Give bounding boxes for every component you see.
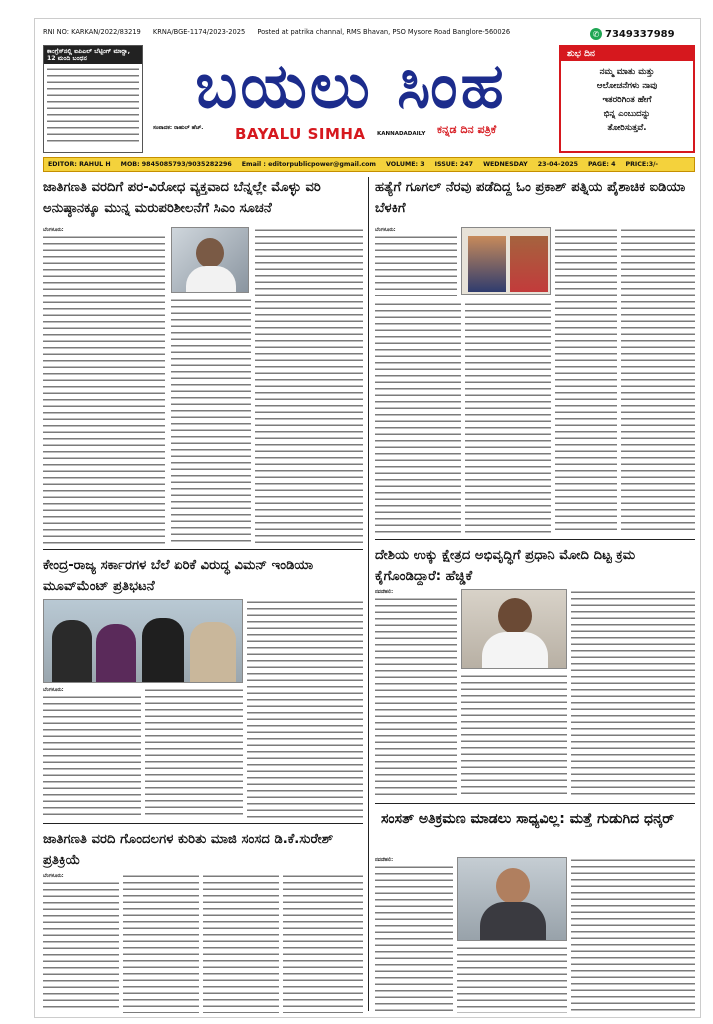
thought-line: ಇತರರಿಗಿಂತ ಹೇಗೆ xyxy=(602,95,652,105)
section-divider xyxy=(375,539,695,540)
article-text xyxy=(203,873,279,1013)
headline: ಕೇಂದ್ರ-ರಾಜ್ಯ ಸರ್ಕಾರಗಳ ಬೆಲೆ ಏರಿಕೆ ವಿರುದ್ಧ ವಿಮನ್ ಇಂಡಿಯಾ ಮೂವ್‌ಮೆಂಟ್ ಪ್ರತಿಭಟನೆ xyxy=(43,558,314,594)
newspaper-page xyxy=(34,18,701,1018)
left-box-heading: ಕಾಂಗ್ರೆಸ್‌ನಲ್ಲಿ ಐಪಿಎಲ್ ಬೆಟ್ಟಿಂಗ್ ಮಾರ್‍ಚಾ, 12 ಮಂದಿ ಬಂಧನ xyxy=(44,46,142,64)
article-text xyxy=(375,301,461,535)
headline: ಸಂಸತ್ ಅತಿಕ್ರಮಣ ಮಾಡಲು ಸಾಧ್ಯವಿಲ್ಲ: ಮತ್ತೆ ಗುಡುಗಿದ ಧನ್ಕರ್ xyxy=(381,811,675,827)
editor-name: EDITOR: RAHUL H xyxy=(48,161,111,168)
article-text xyxy=(621,227,695,535)
email-address[interactable]: Email : editorpublicpower@gmail.com xyxy=(241,161,376,168)
krna-number: KRNA/BGE-1174/2023-2025 xyxy=(152,27,246,36)
article-text xyxy=(457,945,567,1013)
article-text xyxy=(375,857,453,1013)
volume: VOLUME: 3 xyxy=(385,161,425,168)
thought-heading: ಶುಭ ದಿನ xyxy=(561,47,693,61)
registration-line xyxy=(43,27,595,41)
dateline: ಬೆಂಗಳೂರು: xyxy=(43,687,64,693)
left-news-box xyxy=(43,45,143,153)
dateline: ಬೆಂಗಳೂರು: xyxy=(375,227,396,233)
newspaper-title: ಬಯಲು ಸಿಂಹ xyxy=(195,49,507,122)
thought-of-the-day-box xyxy=(559,45,695,153)
dateline: ಬೆಂಗಳೂರು: xyxy=(43,227,64,233)
masthead xyxy=(145,45,557,153)
article-text xyxy=(571,857,695,1013)
article-text xyxy=(375,589,457,799)
article-text xyxy=(375,227,457,297)
price: PRICE:3/- xyxy=(625,161,659,168)
article-caste-census-cm xyxy=(43,177,363,547)
dateline: ನವದೆಹಲಿ: xyxy=(375,589,394,595)
photo-om-prakash xyxy=(461,227,551,295)
whatsapp-contact[interactable] xyxy=(590,25,694,43)
article-text xyxy=(283,873,363,1013)
weekday: WEDNESDAY xyxy=(483,161,528,168)
headline: ಹತ್ಯೆಗೆ ಗೂಗಲ್ ನೆರವು ಪಡೆದಿದ್ದ ಓಂ ಪ್ರಕಾಶ್ ಪತ್ನಿಯ ಪೈಶಾಚಿಕ ಐಡಿಯಾ ಬೆಳಕಿಗೆ xyxy=(375,180,686,216)
dateline: ನವದೆಹಲಿ: xyxy=(375,857,394,863)
article-steel-sector xyxy=(375,545,695,801)
left-box-body xyxy=(44,64,142,148)
rni-number: RNI NO: KARKAN/2022/83219 xyxy=(43,27,141,36)
thought-line: ತೋರಿಸುತ್ತವೆ. xyxy=(607,123,647,133)
photo-protest-women xyxy=(43,599,243,683)
photo-hdk xyxy=(461,589,567,669)
tagline: ಕನ್ನಡ ದಿನ ಪತ್ರಿಕೆ xyxy=(437,123,497,136)
thought-text xyxy=(561,61,693,135)
article-text xyxy=(255,227,363,545)
article-text xyxy=(43,687,141,819)
posting-info: Posted at patrika channal, RMS Bhavan, PSO Mysore Road Banglore-560026 xyxy=(257,27,511,36)
article-text xyxy=(123,873,199,1013)
headline: ಜಾತಿಗಣತಿ ವರದಿ ಗೊಂದಲಗಳ ಕುರಿತು ಮಾಜಿ ಸಂಸದ ಡಿ.ಕೆ.ಸುರೇಶ್ ಪ್ರತಿಕ್ರಿಯೆ xyxy=(43,832,334,868)
article-text xyxy=(247,599,363,819)
column-divider xyxy=(368,177,369,1011)
article-dk-suresh xyxy=(43,829,363,1013)
article-price-hike-protest xyxy=(43,555,363,821)
phone-number: 7349337989 xyxy=(605,28,675,40)
mobile-numbers: MOB: 9845085793/9035282296 xyxy=(120,161,232,168)
section-divider xyxy=(375,803,695,804)
headline: ದೇಶಿಯ ಉಕ್ಕು ಕ್ಷೇತ್ರದ ಅಭಿವೃದ್ಧಿಗೆ ಪ್ರಧಾನಿ ಮೋದಿ ದಿಟ್ಟ ಕ್ರಮ ಕೈಗೊಂಡಿದ್ದಾರೆ: ಹೆಚ್ಡಿಕೆ xyxy=(375,548,636,584)
photo-dhankhar xyxy=(457,857,567,941)
section-divider xyxy=(43,823,363,824)
article-text xyxy=(43,873,119,1013)
thought-line: ಆಲೋಚನೆಗಳು ನಾವು xyxy=(596,81,658,91)
article-text xyxy=(145,687,243,819)
kannada-daily-label: KANNADADAILY xyxy=(377,131,426,137)
info-bar xyxy=(43,157,695,172)
article-om-prakash xyxy=(375,177,695,537)
thought-line: ಭಿನ್ನ ಎಂಬುದನ್ನು xyxy=(603,109,651,119)
article-text xyxy=(465,301,551,535)
editor-label: ಸಂಪಾದಕ: ರಾಹುಲ್ ಹೆಚ್. xyxy=(153,125,204,131)
article-text xyxy=(461,673,567,799)
issue-date: 23-04-2025 xyxy=(537,161,578,168)
page-number: PAGE: 4 xyxy=(587,161,616,168)
article-dhankhar xyxy=(375,809,695,1013)
whatsapp-icon: ✆ xyxy=(590,28,602,40)
article-text xyxy=(43,227,165,545)
article-text xyxy=(571,589,695,799)
dateline: ಬೆಂಗಳೂರು: xyxy=(43,873,64,879)
photo-cm-speaking xyxy=(171,227,249,293)
headline: ಜಾತಿಗಣತಿ ವರದಿಗೆ ಪರ-ವಿರೋಧ ವ್ಯಕ್ತವಾದ ಬೆನ್ನಲ್ಲೇ ಮೊಳ್ಳು ವರಿ ಅನುಷ್ಠಾನಕ್ಕೂ ಮುನ್ನ ಮರುಪರಿಶೀಲನೆಗೆ ಸಿಎಂ ಸೂಚನೆ xyxy=(43,180,321,216)
article-text xyxy=(555,227,617,535)
newspaper-title-english: BAYALU SIMHA xyxy=(235,125,366,143)
thought-line: ನಮ್ಮ ಮಾತು ಮತ್ತು xyxy=(599,67,655,77)
article-text xyxy=(171,297,251,545)
section-divider xyxy=(43,549,363,550)
issue: ISSUE: 247 xyxy=(434,161,474,168)
